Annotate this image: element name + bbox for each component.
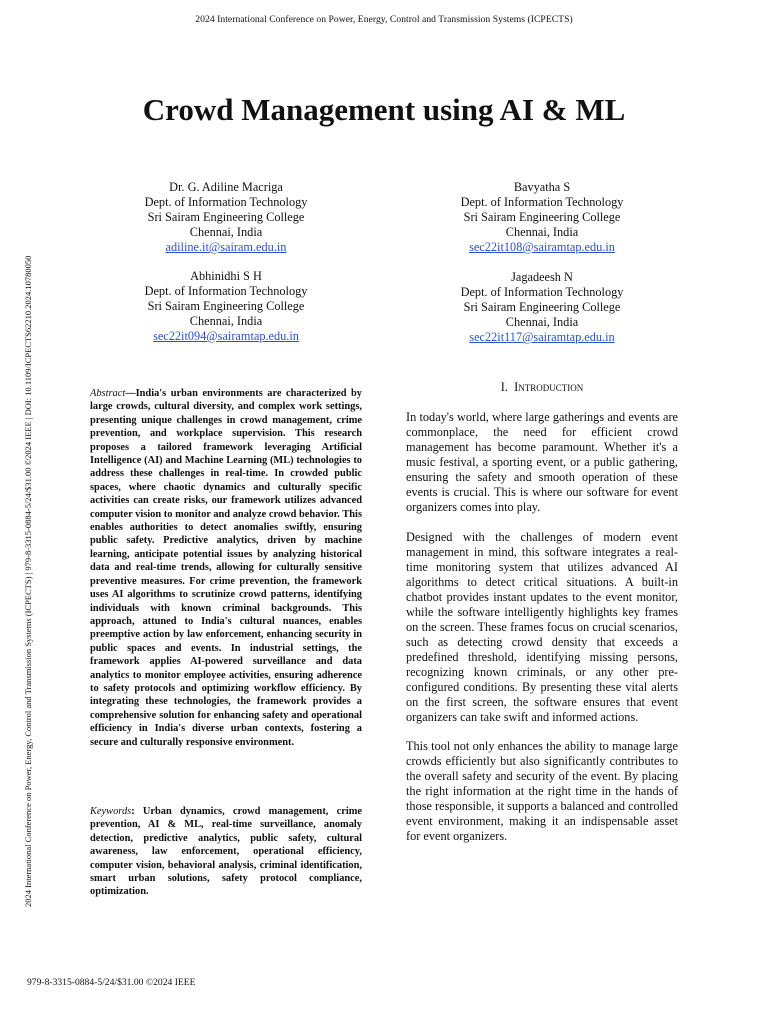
conference-header: 2024 International Conference on Power, Energy, Control and Transmission Systems (ICPECTS) [195,14,573,25]
author-name: Abhinidhi S H [190,269,262,283]
abstract-lead: Abstract [90,388,126,399]
author-city: Chennai, India [189,225,263,239]
author-college: Sri Sairam Engineering College [463,210,621,224]
side-strip: 2024 International Conference on Power, Energy, Control and Transmission Systems (ICPECTS) | 979-8-3315-0884-5/24/$31.00 ©2024 IEEE | DOI: 10.1109/ICPECTS62210.2024.10780050 [23,255,33,907]
author-name: Dr. G. Adiline Macriga [169,180,283,194]
page-footer: 979-8-3315-0884-5/24/$31.00 ©2024 IEEE [27,977,196,988]
intro-paragraph: This tool not only enhances the ability to manage large crowds efficiently but also significantly contributes to the overall safety and security of the event. By placing the right information at the right time in the hands of those responsible, it supports a balanced and controlled event environment, making it an indispensable asset for event organizers. [406,739,678,843]
author-block [96,180,356,255]
paper-title: Crowd Management using AI & ML [142,92,626,127]
author-dept: Dept. of Information Technology [144,195,308,209]
author-email-link[interactable]: adiline.it@sairam.edu.in [165,240,287,254]
author-college: Sri Sairam Engineering College [147,299,305,313]
author-college: Sri Sairam Engineering College [463,300,621,314]
abstract [90,387,362,749]
author-city: Chennai, India [505,315,579,329]
section-heading [406,380,678,395]
keywords-lead: Keywords [90,806,132,817]
author-name: Jagadeesh N [511,270,573,284]
author-block [412,270,672,345]
section-number: I. [500,380,508,394]
keywords-text: : Urban dynamics, crowd management, crime prevention, AI & ML, real-time surveillance, anomaly detection, predictive analytics, public safety, cultural awareness, law enforcement, operational efficiency, computer vision, behavioral analysis, criminal identification, smart urban solutions, safety protocol compliance, optimization. [90,806,362,898]
author-dept: Dept. of Information Technology [144,284,308,298]
author-dept: Dept. of Information Technology [460,285,624,299]
author-block [412,180,672,255]
author-email-link[interactable]: sec22it117@sairamtap.edu.in [469,330,615,344]
author-email-link[interactable]: sec22it108@sairamtap.edu.in [469,240,615,254]
author-city: Chennai, India [189,314,263,328]
author-city: Chennai, India [505,225,579,239]
author-college: Sri Sairam Engineering College [147,210,305,224]
author-dept: Dept. of Information Technology [460,195,624,209]
author-name: Bavyatha S [513,180,571,194]
abstract-text: —India's urban environments are characterized by large crowds, cultural diversity, and complex work settings, presenting unique challenges in crowd management, crime prevention, and workplace supervision. This research proposes a tailored framework leveraging Artificial Intelligence (AI) and Machine Learning (ML) technologies to address these challenges in real-time. In crowded public spaces, where chaotic dynamics and culturally specific activities can create risks, our framework utilizes advanced computer vision to monitor and analyze crowd behavior. This enables authorities to detect anomalies swiftly, ensuring public safety. Predictive analytics, driven by machine learning, anticipate potential issues by analyzing historical data and real-time trends, allowing for culturally sensitive preventive measures. For crime prevention, the framework uses AI algorithms to scrutinize crowd patterns, identifying individuals with known criminal backgrounds. This approach, attuned to India's cultural nuances, enables preemptive action by law enforcement, enhancing security in public spaces and events. In industrial settings, the framework applies AI-powered surveillance and data analytics to monitor employee activities, ensuring adherence to safety protocols and optimizing workflow efficiency. By integrating these technologies, the framework provides a comprehensive solution for enhancing safety and operational efficiency in India's diverse urban contexts, fostering a secure and culturally responsive environment. [90,388,362,748]
author-email-link[interactable]: sec22it094@sairamtap.edu.in [153,329,299,343]
author-block [96,269,356,344]
keywords [90,805,362,899]
section-title: Introduction [514,380,584,394]
intro-paragraph: In today's world, where large gatherings and events are commonplace, the need for efficient crowd management has become paramount. Whether it's a music festival, a sporting event, or a public gathering, ensuring the safety and smooth operation of these events is crucial. This is where our software for event organizers comes into play. [406,410,678,514]
intro-paragraph: Designed with the challenges of modern event management in mind, this software integrates a real-time monitoring system that utilizes advanced AI algorithms to detect critical situations. A built-in chatbot provides instant updates to the event monitor, while the software intelligently highlights key frames on the screen. These frames focus on crucial scenarios, such as detecting crowd density that exceeds a predefined threshold, identifying missing persons, recognizing known criminals, or any other pre-configured conditions. By presenting these vital alerts on the first screen, the software ensures that event organizers can take swift and informed actions. [406,530,678,724]
